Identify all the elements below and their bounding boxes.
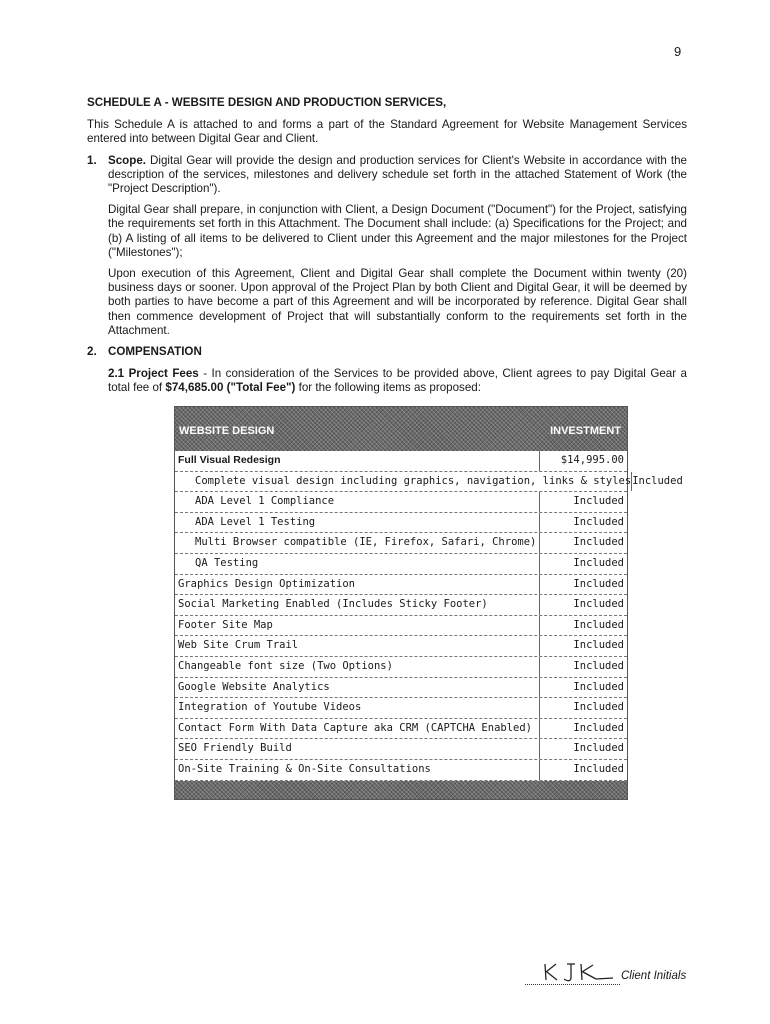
table-row [175, 657, 627, 678]
row-investment: Included [573, 762, 624, 775]
scope-text: Digital Gear will provide the design and production services for Client's Website in accordance with the description of the services, milestones and delivery schedule set forth in the attached Statement of Work (the "Project Description"). [108, 153, 687, 196]
scope-paragraph-3: Upon execution of this Agreement, Client and Digital Gear shall complete the Document within twenty (20) business days or sooner. Upon approval of the Project Plan by both Client and Digital Gear, it will be deemed by both parties to have become a part of this Agreement and will be incorporated by reference. Digital Gear shall then commence development of Project that will substantially conform to the requirements set forth in the Attachment. [108, 267, 687, 337]
table-row [175, 575, 627, 596]
row-item: Web Site Crum Trail [175, 636, 540, 656]
table-row [175, 451, 627, 472]
project-fees-text-1: - In consideration of the Services to be provided above, Client agrees to pay Digital Gear a total fee of [108, 367, 687, 395]
pricing-table-footer [175, 781, 627, 799]
project-fees-label: 2.1 Project Fees [108, 367, 199, 381]
row-item: ADA Level 1 Testing [175, 513, 540, 533]
row-investment: Included [632, 474, 683, 487]
row-item: Changeable font size (Two Options) [175, 657, 540, 677]
table-row [175, 554, 627, 575]
row-item: Social Marketing Enabled (Includes Sticky Footer) [175, 595, 540, 615]
compensation-title: COMPENSATION [108, 345, 202, 359]
row-item: Graphics Design Optimization [175, 575, 540, 595]
project-fees-paragraph [108, 367, 687, 395]
scope-section [87, 154, 687, 197]
row-item: ADA Level 1 Compliance [175, 492, 540, 512]
document-body [87, 96, 687, 403]
client-initials-area [525, 958, 695, 988]
row-item: Complete visual design including graphics, navigation, links & styles [175, 472, 632, 492]
row-investment: Included [573, 721, 624, 734]
header-investment: INVESTMENT [550, 425, 621, 437]
row-item: On-Site Training & On-Site Consultations [175, 760, 540, 780]
table-row [175, 760, 627, 781]
schedule-heading: SCHEDULE A - WEBSITE DESIGN AND PRODUCTION SERVICES, [87, 96, 447, 109]
page-number: 9 [674, 44, 682, 59]
pricing-table-header [175, 407, 627, 451]
row-item: QA Testing [175, 554, 540, 574]
initials-line [525, 984, 620, 985]
row-item: SEO Friendly Build [175, 739, 540, 759]
row-investment: Included [573, 680, 624, 693]
row-investment: Included [573, 659, 624, 672]
handwritten-initials [541, 958, 619, 984]
row-investment: Included [573, 515, 624, 528]
compensation-number: 2. [87, 345, 97, 359]
pricing-table [174, 406, 683, 800]
total-fee-amount: $74,685.00 ("Total Fee") [165, 381, 296, 395]
row-investment: Included [573, 556, 624, 569]
intro-paragraph: This Schedule A is attached to and forms a part of the Standard Agreement for Website Management Services entered into between Digital Gear and Client. [87, 118, 687, 146]
row-item: Footer Site Map [175, 616, 540, 636]
row-investment: Included [573, 598, 624, 611]
row-investment: $14,995.00 [560, 454, 624, 466]
table-row [175, 472, 683, 493]
table-row [175, 492, 627, 513]
row-item: Contact Form With Data Capture aka CRM (CAPTCHA Enabled) [175, 719, 540, 739]
row-investment: Included [573, 495, 624, 508]
scope-number: 1. [87, 153, 97, 167]
row-item: Integration of Youtube Videos [175, 698, 540, 718]
table-row [175, 719, 627, 740]
table-row [175, 533, 627, 554]
scope-paragraph-2: Digital Gear shall prepare, in conjunction with Client, a Design Document ("Document") for the Project, satisfying the requirements set forth in this Attachment. The Document shall include: (a) Specifications for the Project; and (b) A listing of all items to be delivered to Client under this Agreement and the major milestones for the Project ("Milestones"); [108, 203, 687, 259]
client-initials-label: Client Initials [621, 970, 687, 982]
table-row [175, 698, 627, 719]
table-row [175, 513, 627, 534]
row-item: Google Website Analytics [175, 678, 540, 698]
table-row [175, 678, 627, 699]
project-fees-text-2: for the following items as proposed: [295, 381, 481, 395]
table-row [175, 595, 627, 616]
row-investment: Included [573, 701, 624, 714]
table-row [175, 636, 627, 657]
row-item: Multi Browser compatible (IE, Firefox, Safari, Chrome) [175, 533, 540, 553]
table-row [175, 739, 627, 760]
pricing-table-rows [175, 451, 683, 781]
row-investment: Included [573, 639, 624, 652]
header-website-design: WEBSITE DESIGN [179, 425, 275, 437]
table-row [175, 616, 627, 637]
scope-title: Scope. [108, 153, 147, 167]
row-investment: Included [573, 618, 624, 631]
row-investment: Included [573, 577, 624, 590]
row-item: Full Visual Redesign [175, 451, 540, 471]
row-investment: Included [573, 742, 624, 755]
compensation-heading [87, 345, 687, 359]
row-investment: Included [573, 536, 624, 549]
